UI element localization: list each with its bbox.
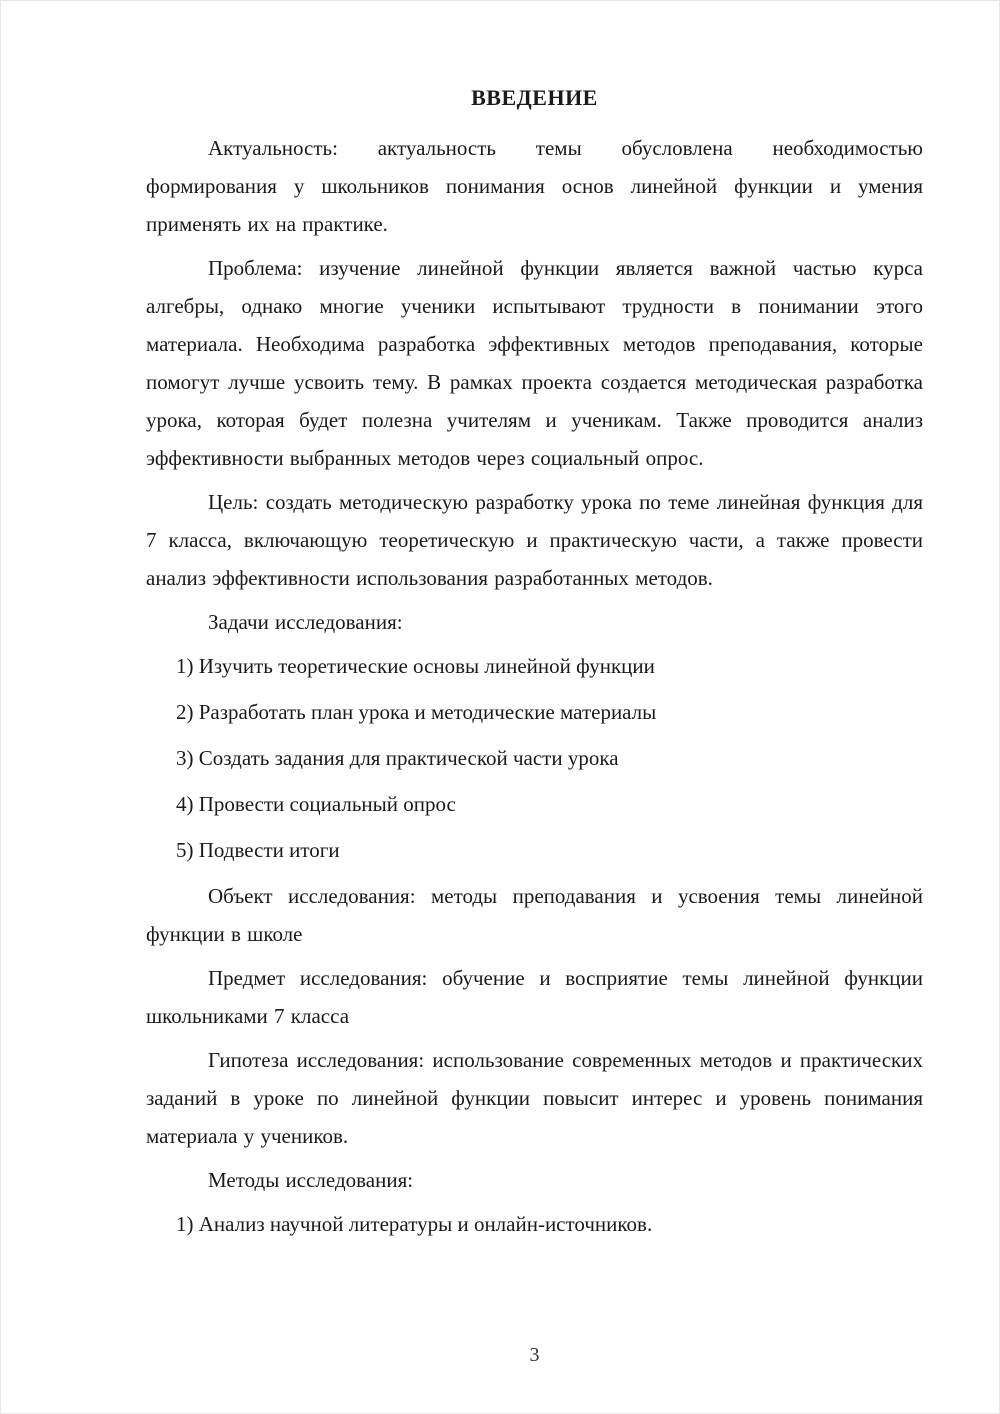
list-item-task-3: 3) Создать задания для практической части урока bbox=[176, 746, 619, 770]
paragraph-tasks-heading: Задачи исследования: bbox=[208, 610, 403, 634]
list-item-task-5: 5) Подвести итоги bbox=[176, 838, 340, 862]
page-title: ВВЕДЕНИЕ bbox=[471, 85, 598, 110]
paragraph-subject: Предмет исследования: обучение и восприятие темы линейной функции школьниками 7 класса bbox=[146, 966, 923, 1028]
list-item-method-1: 1) Анализ научной литературы и онлайн-источников. bbox=[176, 1212, 653, 1236]
list-item-task-4: 4) Провести социальный опрос bbox=[176, 792, 456, 816]
paragraph-hypothesis: Гипотеза исследования: использование современных методов и практических заданий в уроке по линейной функции повысит интерес и уровень понимания материала у учеников. bbox=[146, 1048, 923, 1148]
paragraph-goal: Цель: создать методическую разработку урока по теме линейная функция для 7 класса, включающую теоретическую и практическую части, а также провести анализ эффективности использования разработанных методов. bbox=[146, 490, 923, 590]
paragraph-relevance: Актуальность: актуальность темы обусловлена необходимостью формирования у школьников понимания основ линейной функции и умения применять их на практике. bbox=[146, 136, 923, 236]
page-number: 3 bbox=[529, 1344, 540, 1366]
page-footer bbox=[146, 1344, 923, 1385]
list-item-task-2: 2) Разработать план урока и методические материалы bbox=[176, 700, 657, 724]
paragraph-methods-heading: Методы исследования: bbox=[208, 1168, 414, 1192]
paragraph-object: Объект исследования: методы преподавания и усвоения темы линейной функции в школе bbox=[146, 884, 923, 946]
paragraph-problem: Проблема: изучение линейной функции является важной частью курса алгебры, однако многие ученики испытывают трудности в понимании этого материала. Необходима разработка эффективных методов преподавания, которые помогут лучше усвоить тему. В рамках проекта создается методическая разработка урока, которая будет полезна учителям и ученикам. Также проводится анализ эффективности выбранных методов через социальный опрос. bbox=[146, 256, 923, 470]
list-item-task-1: 1) Изучить теоретические основы линейной функции bbox=[176, 654, 655, 678]
